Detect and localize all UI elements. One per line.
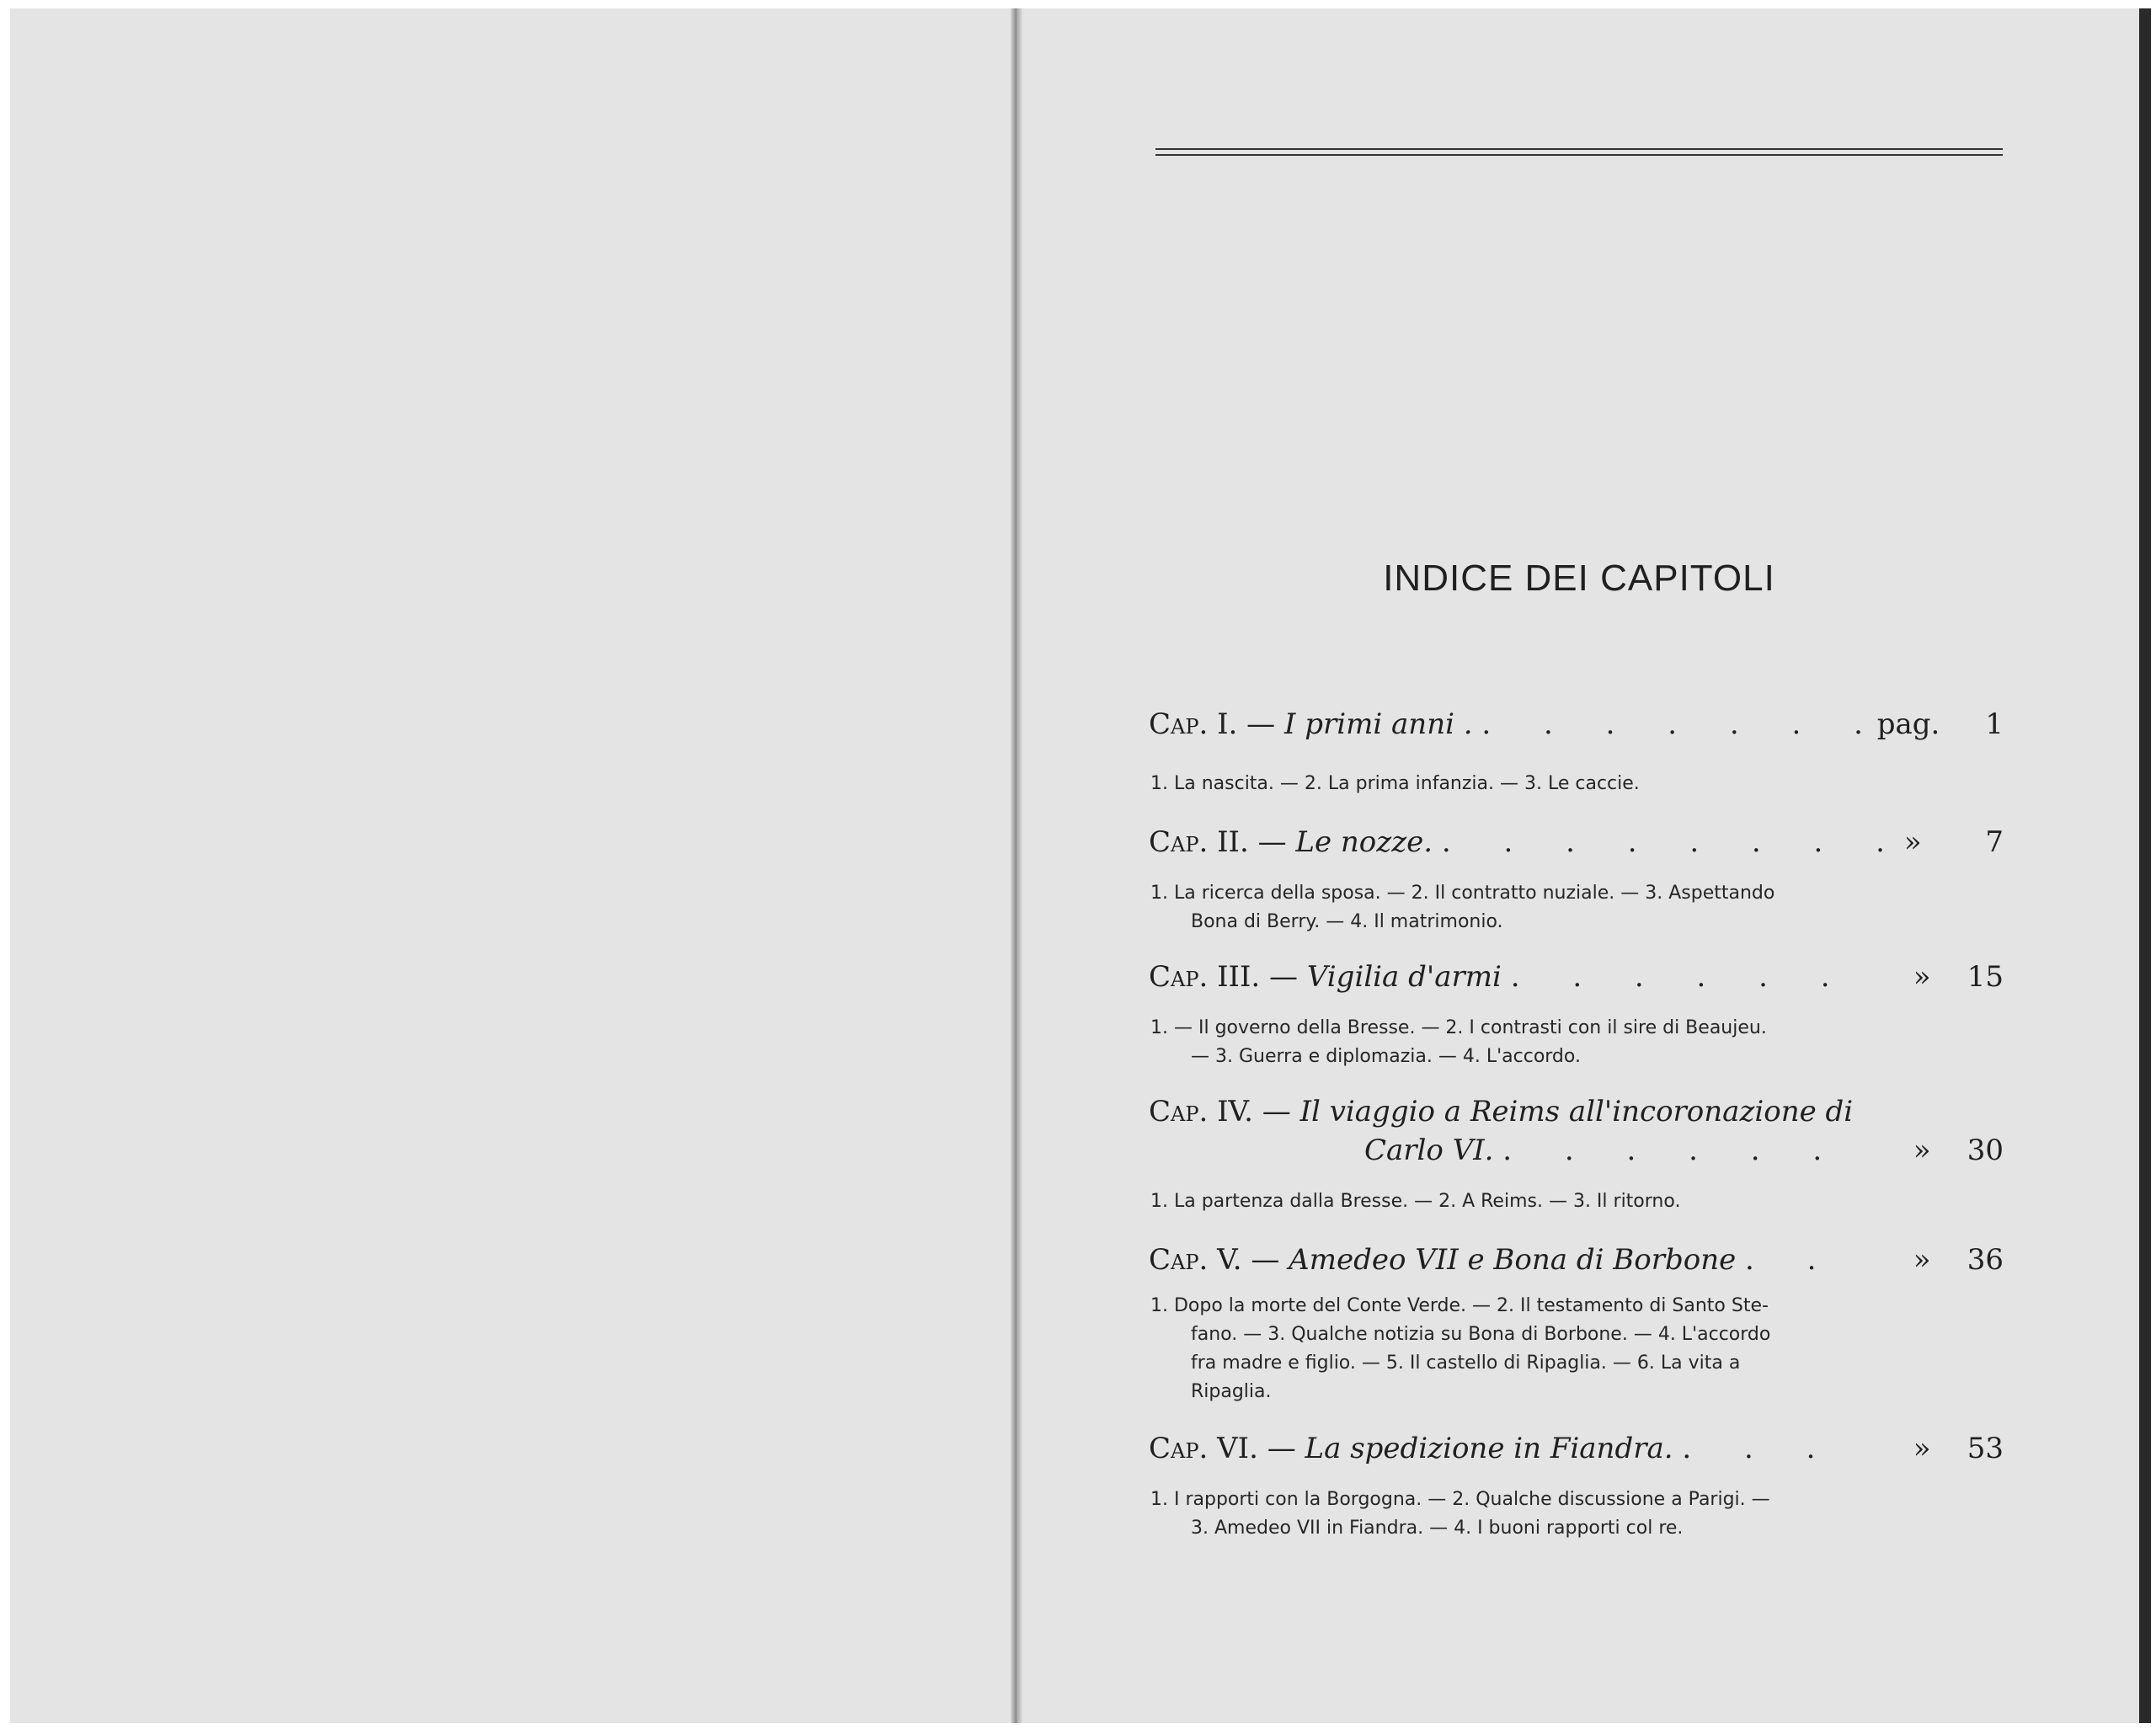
page-abbrev: » xyxy=(1913,1134,1931,1167)
chapter-dash: — xyxy=(1267,1432,1296,1465)
subsection-line: 1. La partenza dalla Bresse. — 2. A Reims. — 3. Il ritorno. xyxy=(1150,1191,1681,1212)
subsection-line: 1. — Il governo della Bresse. — 2. I contrasti con il sire di Beaujeu. xyxy=(1150,1017,1767,1038)
chapter-5-heading xyxy=(1149,1243,2004,1282)
dot-leader: . . . . . . xyxy=(1502,1134,1844,1167)
chapter-title: I primi anni . xyxy=(1283,707,1473,741)
dot-leader: . . . . . . . . xyxy=(1441,825,1907,859)
chapter-number: Cap. IV. xyxy=(1149,1095,1253,1128)
page-abbrev: » xyxy=(1903,825,1922,859)
page-abbrev: » xyxy=(1913,960,1931,994)
page-abbrev: » xyxy=(1913,1243,1931,1277)
chapter-number: Cap. III. xyxy=(1149,960,1261,994)
page-number: 30 xyxy=(1967,1134,2004,1167)
subsection-line: Bona di Berry. — 4. Il matrimonio. xyxy=(1191,911,1503,932)
chapter-6-subsections xyxy=(1150,1486,1875,1543)
page-abbrev: pag. xyxy=(1876,707,1940,741)
chapter-dash: — xyxy=(1269,960,1299,994)
chapter-dash: — xyxy=(1262,1095,1291,1128)
page-abbrev: » xyxy=(1913,1432,1931,1465)
chapter-5-subsections xyxy=(1150,1292,1875,1406)
chapter-4-heading xyxy=(1149,1095,2004,1172)
subsection-line: 1. La ricerca della sposa. — 2. Il contratto nuziale. — 3. Aspettando xyxy=(1150,883,1775,904)
top-double-rule xyxy=(1155,148,2003,156)
page-number: 7 xyxy=(1985,825,2004,859)
chapter-title: Le nozze. xyxy=(1295,825,1433,859)
chapter-title: Amedeo VII e Bona di Borbone xyxy=(1289,1243,1737,1277)
chapter-6-heading xyxy=(1149,1432,2004,1470)
book-gutter xyxy=(1011,8,1022,1723)
subsection-line: fano. — 3. Qualche notizia su Bona di Borbone. — 4. L'accordo xyxy=(1191,1324,1771,1345)
chapter-title: La spedizione in Fiandra. xyxy=(1305,1432,1673,1465)
subsection-line: fra madre e figlio. — 5. Il castello di Ripaglia. — 6. La vita a xyxy=(1191,1353,1741,1374)
chapter-title: Il viaggio a Reims all'incoronazione di xyxy=(1299,1095,1854,1128)
subsection-line: 1. La nascita. — 2. La prima infanzia. — 3. Le caccie. xyxy=(1150,773,1640,794)
page-number: 1 xyxy=(1985,707,2004,741)
chapter-1-heading xyxy=(1149,707,2004,746)
subsection-line: — 3. Guerra e diplomazia. — 4. L'accordo. xyxy=(1191,1046,1581,1067)
chapter-dash: — xyxy=(1251,1243,1280,1277)
dot-leader: . . xyxy=(1745,1243,1838,1277)
left-page xyxy=(10,8,1021,1723)
chapter-dash: — xyxy=(1246,707,1276,741)
chapter-number: Cap. VI. xyxy=(1149,1432,1258,1465)
subsection-line: Ripaglia. xyxy=(1191,1381,1272,1402)
chapter-2-subsections xyxy=(1150,879,1875,936)
page-edge xyxy=(2139,8,2151,1723)
subsection-line: 3. Amedeo VII in Fiandra. — 4. I buoni rapporti col re. xyxy=(1191,1518,1684,1539)
chapter-title: Vigilia d'armi xyxy=(1306,960,1502,994)
page-number: 36 xyxy=(1967,1243,2004,1277)
chapter-title-continued: Carlo VI. xyxy=(1364,1134,1494,1167)
index-title: INDICE DEI CAPITOLI xyxy=(1383,558,1775,599)
dot-leader: . . . . . . . xyxy=(1481,707,1885,741)
chapter-1-subsections xyxy=(1150,770,1875,798)
dot-leader: . . . xyxy=(1682,1432,1838,1465)
chapter-number: Cap. V. xyxy=(1149,1243,1242,1277)
chapter-dash: — xyxy=(1257,825,1287,859)
chapter-3-subsections xyxy=(1150,1014,1875,1071)
chapter-number: Cap. I. xyxy=(1149,707,1238,741)
chapter-3-heading xyxy=(1149,960,2004,999)
chapter-4-subsections xyxy=(1150,1187,1875,1216)
page-number: 15 xyxy=(1967,960,2004,994)
chapter-number: Cap. II. xyxy=(1149,825,1249,859)
page-number: 53 xyxy=(1967,1432,2004,1465)
chapter-2-heading xyxy=(1149,825,2004,864)
subsection-line: 1. Dopo la morte del Conte Verde. — 2. Il testamento di Santo Ste- xyxy=(1150,1295,1769,1316)
dot-leader: . . . . . . xyxy=(1510,960,1852,994)
subsection-line: 1. I rapporti con la Borgogna. — 2. Qualche discussione a Parigi. — xyxy=(1150,1489,1770,1510)
